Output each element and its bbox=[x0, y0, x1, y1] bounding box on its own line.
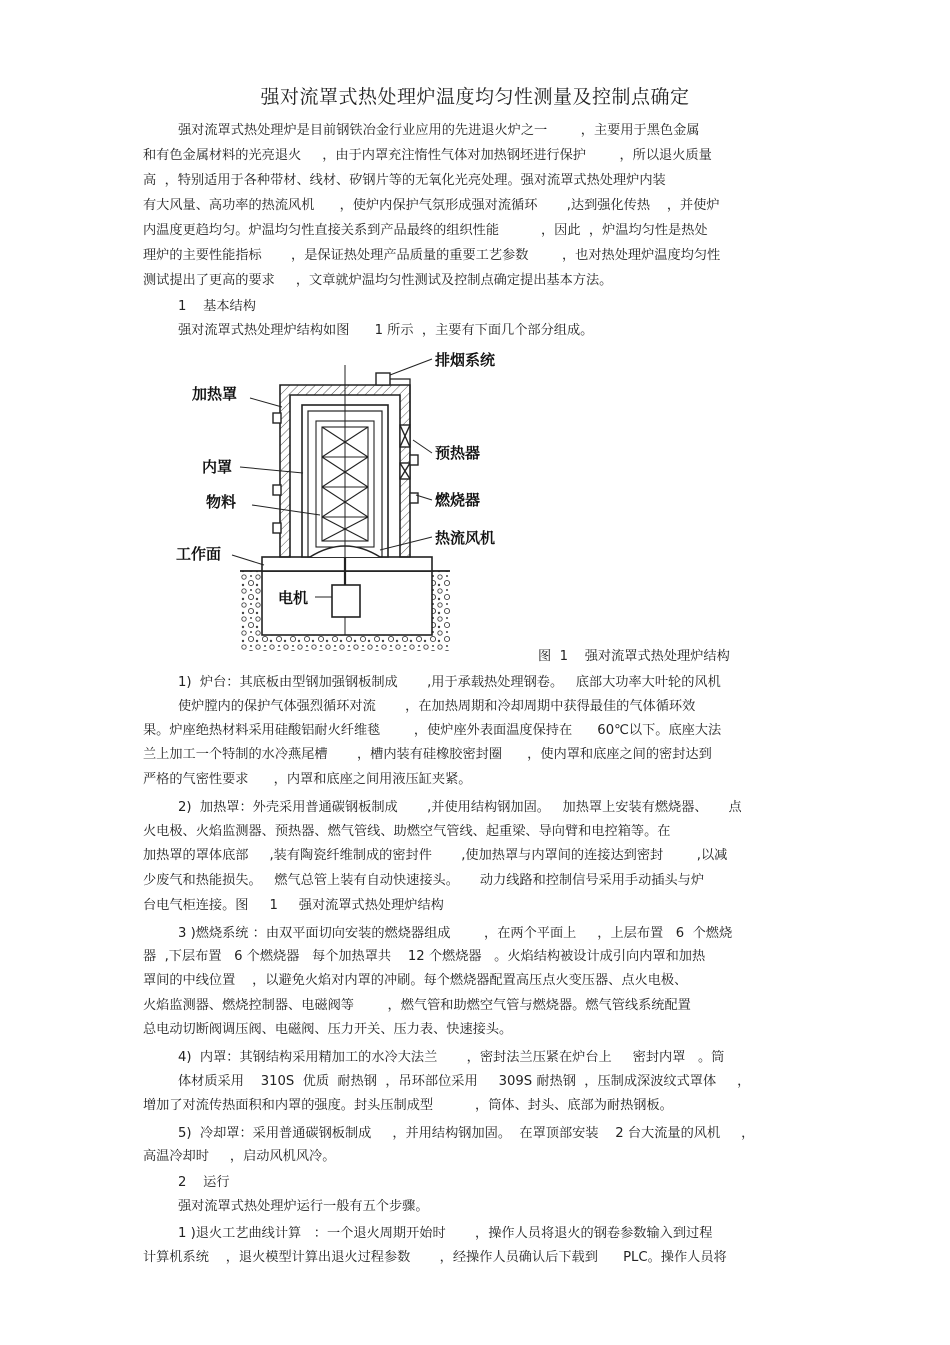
label-work-surface: 工作面 bbox=[176, 545, 222, 563]
text-line: 果。炉座绝热材料采用硅酸铝耐火纤维毯 ，使炉座外表面温度保持在 60℃以下。底座大法 bbox=[143, 723, 722, 738]
label-exhaust-system: 排烟系统 bbox=[435, 351, 496, 369]
text-line: 使炉膛内的保护气体强烈循环对流 ，在加热周期和冷却周期中获得最佳的气体循环效 bbox=[178, 699, 696, 714]
document-title: 强对流罩式热处理炉温度均匀性测量及控制点确定 bbox=[260, 86, 690, 108]
label-material: 物料 bbox=[206, 493, 237, 511]
text-line: 体材质采用 310S 优质 耐热钢 ，吊环部位采用 309S 耐热钢 ，压制成深波纹式罩体 ， bbox=[178, 1074, 751, 1089]
text-line: 强对流罩式热处理炉运行一般有五个步骤。 bbox=[178, 1199, 429, 1214]
section-heading: 2 运行 bbox=[178, 1175, 230, 1190]
exhaust-outlet bbox=[376, 373, 390, 385]
label-burner: 燃烧器 bbox=[435, 491, 481, 509]
text-line: 火电极、火焰监测器、预热器、燃气管线、助燃空气管线、起重梁、导向臂和电控箱等。在 bbox=[143, 824, 671, 839]
label-heating-hood: 加热罩 bbox=[192, 385, 238, 403]
label-inner-hood: 内罩 bbox=[202, 458, 233, 476]
text-line: 5) 冷却罩：采用普通碳钢板制成 ，并用结构钢加固。 在罩顶部安装 2 台大流量的风机 ， bbox=[178, 1126, 755, 1141]
work-table bbox=[262, 557, 432, 571]
text-line: 4) 内罩：其钢结构采用精加工的水冷大法兰 ，密封法兰压紧在炉台上 密封内罩 。筒 bbox=[178, 1050, 725, 1065]
text-line: 强对流罩式热处理炉结构如图 1 所示 ，主要有下面几个部分组成。 bbox=[178, 323, 594, 338]
text-line: 少废气和热能损失。 燃气总管上装有自动快速接头。 动力线路和控制信号采用手动插头与炉 bbox=[143, 873, 705, 888]
text-line: 1 )退火工艺曲线计算 ：一个退火周期开始时 ，操作人员将退火的钢卷参数输入到过程 bbox=[178, 1226, 713, 1241]
text-line: 3 )燃烧系统 ：由双平面切向安装的燃烧器组成 ，在两个平面上 ，上层布置 6 个燃烧 bbox=[178, 926, 733, 941]
text-line: 1) 炉台：其底板由型钢加强钢板制成 ,用于承载热处理钢卷。 底部大功率大叶轮的风机 bbox=[178, 675, 721, 690]
figure-caption: 图 1 强对流罩式热处理炉结构 bbox=[538, 649, 730, 664]
label-hot-flow-fan: 热流风机 bbox=[435, 529, 496, 547]
text-line: 计算机系统 ，退火模型计算出退火过程参数 ，经操作人员确认后下载到 PLC。操作人员将 bbox=[143, 1250, 727, 1265]
text-line: 有大风量、高功率的热流风机 ，使炉内保护气氛形成强对流循环 ,达到强化传热 ，并使炉 bbox=[143, 198, 720, 213]
text-line: 总电动切断阀调压阀、电磁阀、压力开关、压力表、快速接头。 bbox=[143, 1022, 513, 1037]
text-line: 高 ，特别适用于各种带材、线材、矽钢片等的无氧化光亮处理。强对流罩式热处理炉内装 bbox=[143, 173, 666, 188]
text-line: 测试提出了更高的要求 ，文章就炉温均匀性测试及控制点确定提出基本方法。 bbox=[143, 273, 613, 288]
text-line: 强对流罩式热处理炉是目前钢铁冶金行业应用的先进退火炉之一 ，主要用于黑色金属 bbox=[178, 123, 700, 138]
text-line: 罩间的中线位置 ，以避免火焰对内罩的冲刷。每个燃烧器配置高压点火变压器、点火电极、 bbox=[143, 973, 688, 988]
text-line: 器 ,下层布置 6 个燃烧器 每个加热罩共 12 个燃烧器 。火焰结构被设计成引向内罩和加热 bbox=[143, 949, 706, 964]
text-line: 加热罩的罩体底部 ,装有陶瓷纤维制成的密封件 ,使加热罩与内罩间的连接达到密封 ,以减 bbox=[143, 848, 728, 863]
section-heading: 1 基本结构 bbox=[178, 299, 256, 314]
text-line: 理炉的主要性能指标 ，是保证热处理产品质量的重要工艺参数 ，也对热处理炉温度均匀性 bbox=[143, 248, 721, 263]
label-motor: 电机 bbox=[278, 589, 309, 607]
text-line: 增加了对流传热面积和内罩的强度。封头压制成型 ，筒体、封头、底部为耐热钢板。 bbox=[143, 1098, 673, 1113]
text-line: 2) 加热罩：外壳采用普通碳钢板制成 ,并使用结构钢加固。 加热罩上安装有燃烧器、 点 bbox=[178, 800, 742, 815]
text-line: 兰上加工一个特制的水冷燕尾槽 ，槽内装有硅橡胶密封圈 ，使内罩和底座之间的密封达到 bbox=[143, 747, 712, 762]
text-line: 和有色金属材料的光亮退火 ，由于内罩充注惰性气体对加热钢坯进行保护 ，所以退火质量 bbox=[143, 148, 712, 163]
text-line: 内温度更趋均匀。炉温均匀性直接关系到产品最终的组织性能 ，因此 ，炉温均匀性是热处 bbox=[143, 223, 708, 238]
motor bbox=[332, 585, 360, 617]
text-line: 严格的气密性要求 ，内罩和底座之间用液压缸夹紧。 bbox=[143, 772, 472, 787]
furnace-structure-figure bbox=[170, 335, 590, 665]
text-line: 火焰监测器、燃烧控制器、电磁阀等 ，燃气管和助燃空气管与燃烧器。燃气管线系统配置 bbox=[143, 998, 691, 1013]
text-line: 高温冷却时 ，启动风机风冷。 bbox=[143, 1149, 336, 1164]
text-line: 台电气柜连接。图 1 强对流罩式热处理炉结构 bbox=[143, 898, 444, 913]
label-preheater: 预热器 bbox=[435, 444, 481, 462]
